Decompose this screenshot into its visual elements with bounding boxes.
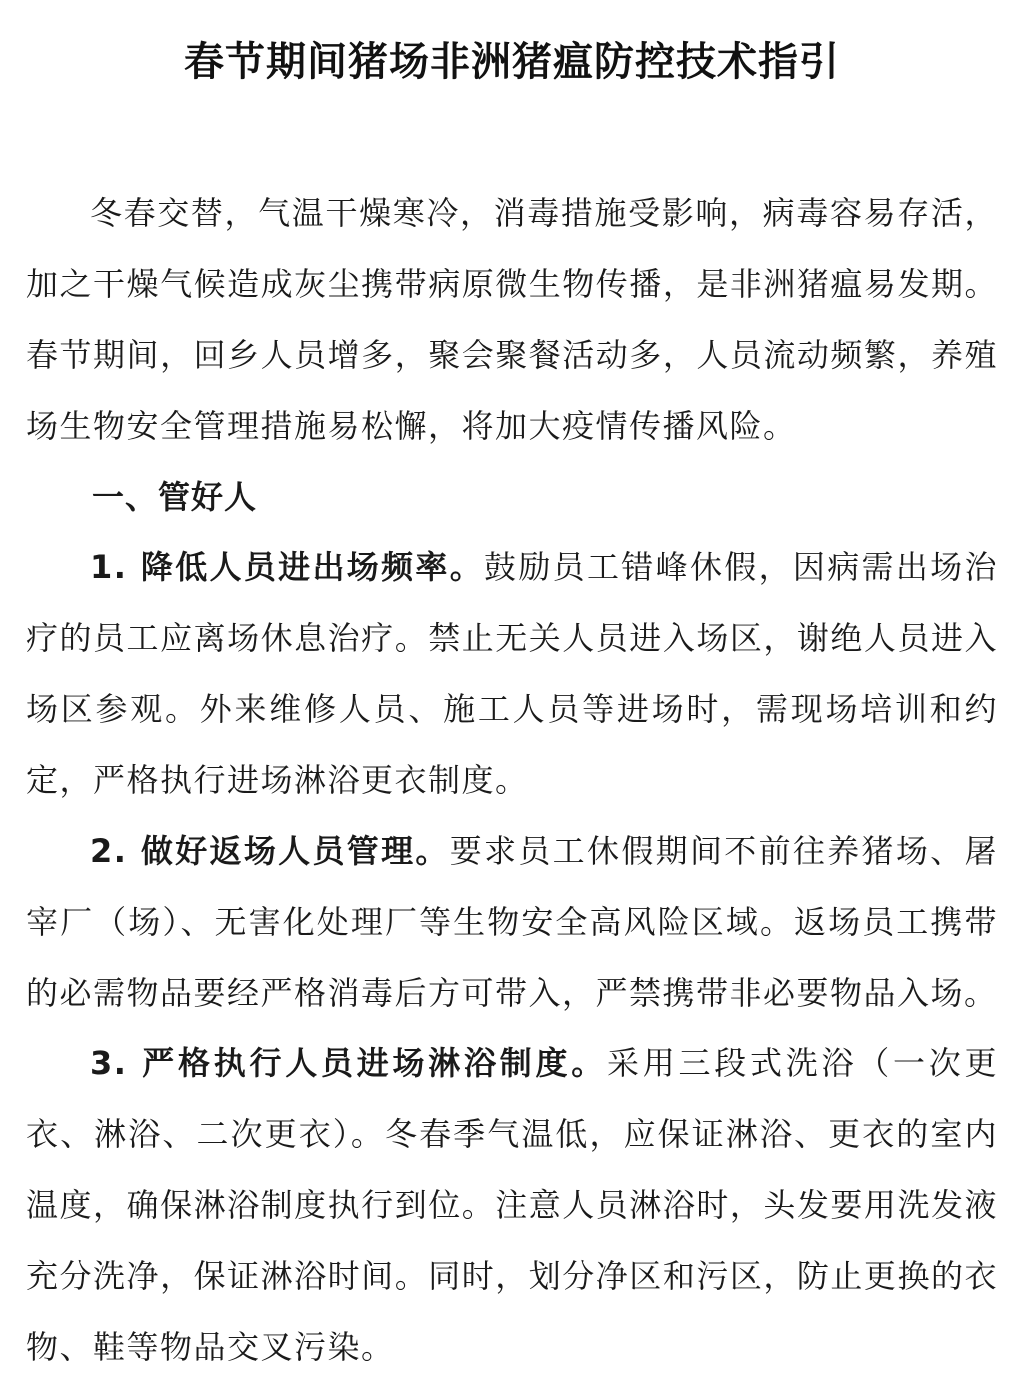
list-item-3	[26, 1028, 998, 1383]
list-item-2-body: 要求员工休假期间不前往养猪场、屠宰厂（场）、无害化处理厂等生物安全高风险区域。返场员工携带的必需物品要经严格消毒后方可带入，严禁携带非必要物品入场。	[26, 832, 998, 1012]
list-item-1-body: 鼓励员工错峰休假，因病需出场治疗的员工应离场休息治疗。禁止无关人员进入场区，谢绝人员进入场区参观。外来维修人员、施工人员等进场时，需现场培训和约定，严格执行进场淋浴更衣制度。	[26, 548, 998, 799]
document-title: 春节期间猪场非洲猪瘟防控技术指引	[184, 39, 840, 85]
list-item-2	[26, 816, 998, 1029]
intro-paragraph: 冬春交替，气温干燥寒冷，消毒措施受影响，病毒容易存活，加之干燥气候造成灰尘携带病原微生物传播，是非洲猪瘟易发期。春节期间，回乡人员增多，聚会聚餐活动多，人员流动频繁，养殖场生物安全管理措施易松懈，将加大疫情传播风险。	[26, 194, 998, 445]
list-item-1	[26, 532, 998, 816]
list-item-3-lead: 3. 严格执行人员进场淋浴制度。	[90, 1044, 608, 1082]
list-item-3-body: 采用三段式洗浴（一次更衣、淋浴、二次更衣）。冬春季气温低，应保证淋浴、更衣的室内温度，确保淋浴制度执行到位。注意人员淋浴时，头发要用洗发液充分洗净，保证淋浴时间。同时，划分净区和污区，防止更换的衣物、鞋等物品交叉污染。	[26, 1044, 998, 1366]
section-heading-manage-people: 一、管好人	[92, 478, 258, 516]
list-item-2-lead: 2. 做好返场人员管理。	[90, 832, 450, 870]
list-item-1-lead: 1. 降低人员进出场频率。	[90, 548, 485, 586]
